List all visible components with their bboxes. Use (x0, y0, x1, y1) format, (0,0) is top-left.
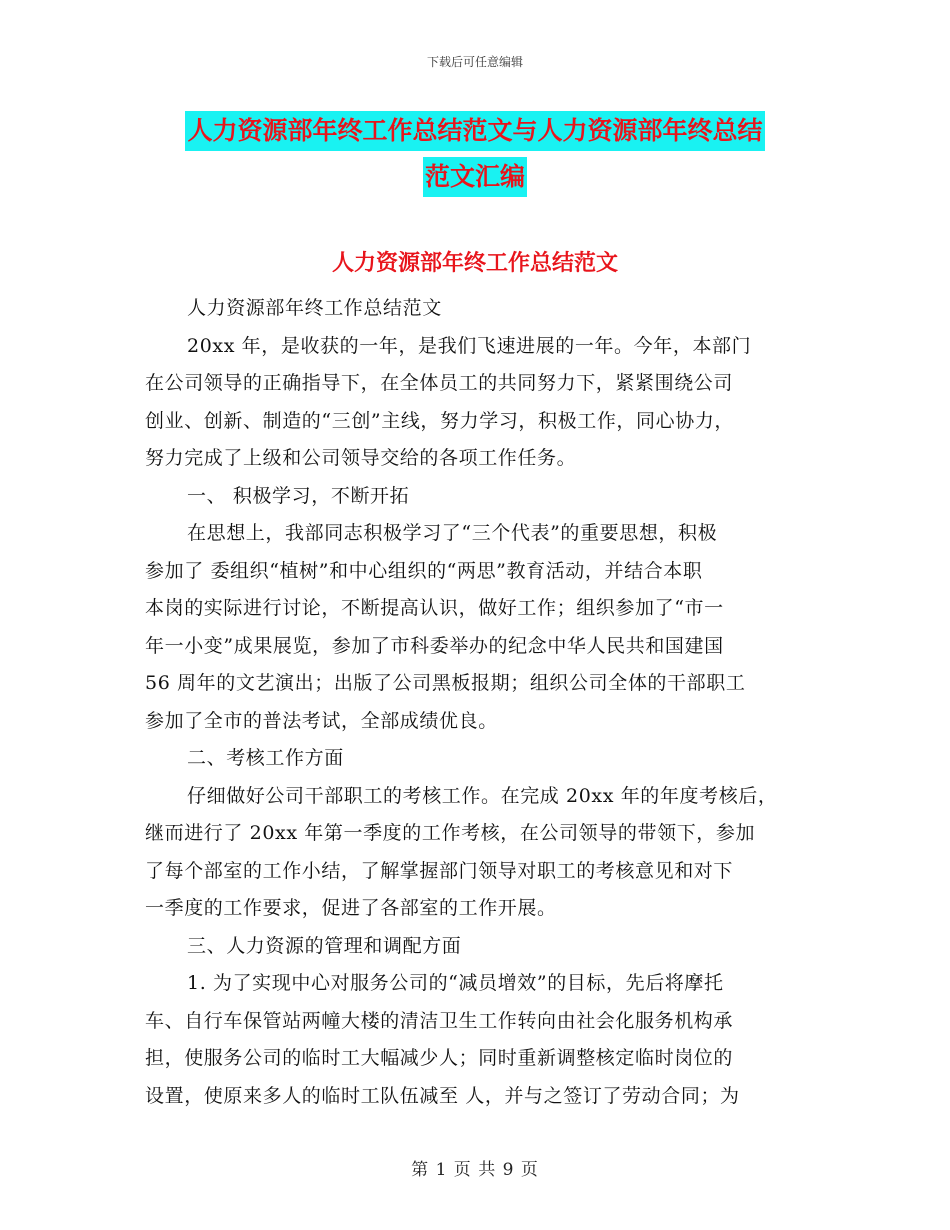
text-line: 车、自行车保管站两幢大楼的清洁卫生工作转向由社会化服务机构承 (145, 1009, 734, 1032)
text-line: 三、人力资源的管理和调配方面 (187, 934, 462, 957)
header-note: 下载后可任意编辑 (426, 55, 523, 69)
text-line: 努力完成了上级和公司领导交给的各项工作任务。 (145, 447, 577, 469)
document-title (0, 108, 950, 200)
body-text (145, 290, 815, 1115)
title-line-1: 人力资源部年终工作总结范文与人力资源部年终总结 (185, 111, 764, 151)
text-line: 本岗的实际进行讨论，不断提高认识，做好工作；组织参加了“市一 (145, 597, 724, 619)
text-line: 仔细做好公司干部职工的考核工作。在完成 20xx 年的年度考核后， (187, 784, 778, 807)
text-line: 参加了全市的普法考试，全部成绩优良。 (145, 709, 498, 732)
text-line: 一、 积极学习，不断开拓 (187, 484, 410, 507)
text-line: 一季度的工作要求，促进了各部室的工作开展。 (145, 897, 557, 919)
text-line: 担，使服务公司的临时工大幅减少人；同时重新调整核定临时岗位的 (145, 1047, 734, 1069)
text-line: 1. 为了实现中心对服务公司的“减员增效”的目标，先后将摩托 (187, 972, 724, 994)
text-line: 了每个部室的工作小结，了解掌握部门领导对职工的考核意见和对下 (145, 859, 734, 882)
title-line-2: 范文汇编 (423, 157, 527, 197)
section-title: 人力资源部年终工作总结范文 (331, 251, 618, 276)
text-line: 在思想上，我部同志积极学习了“三个代表”的重要思想，积极 (187, 522, 718, 544)
text-line: 年一小变”成果展览，参加了市科委举办的纪念中华人民共和国建国 (145, 634, 724, 657)
text-line: 人力资源部年终工作总结范文 (187, 297, 442, 319)
page-footer: 第 1 页 共 9 页 (411, 1160, 539, 1180)
text-line: 创业、创新、制造的“三创”主线，努力学习，积极工作，同心协力， (145, 409, 735, 432)
text-line: 继而进行了 20xx 年第一季度的工作考核，在公司领导的带领下，参加 (145, 822, 756, 844)
text-line: 二、考核工作方面 (187, 747, 344, 769)
text-line: 56 周年的文艺演出；出版了公司黑板报期；组织公司全体的干部职工 (145, 672, 746, 694)
text-line: 20xx 年，是收获的一年，是我们飞速进展的一年。今年，本部门 (187, 334, 752, 357)
text-line: 在公司领导的正确指导下，在全体员工的共同努力下，紧紧围绕公司 (145, 372, 734, 394)
text-line: 参加了 委组织“植树”和中心组织的“两思”教育活动，并结合本职 (145, 559, 703, 582)
text-line: 设置，使原来多人的临时工队伍减至 人，并与之签订了劳动合同；为 (145, 1084, 740, 1107)
